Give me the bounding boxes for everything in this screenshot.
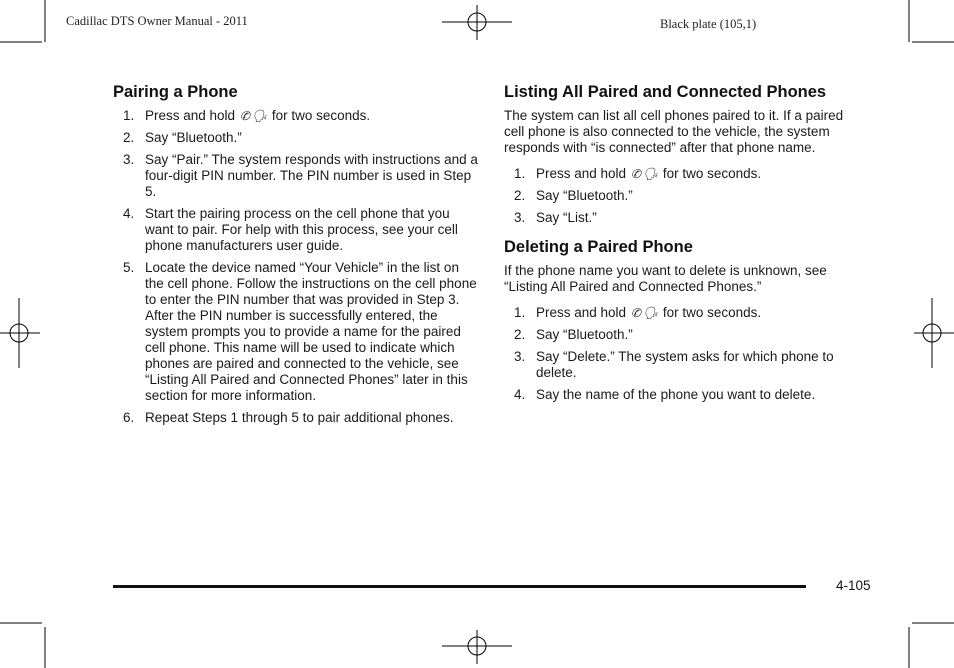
- step-number: 1.: [514, 166, 526, 181]
- list-item: [504, 210, 864, 226]
- deleting-section: [504, 238, 864, 403]
- list-item: [113, 130, 481, 146]
- listing-steps: [504, 166, 864, 226]
- step-text: for two seconds.: [271, 108, 371, 123]
- list-item: [504, 166, 864, 182]
- step-text: Press and hold: [536, 305, 627, 320]
- left-column: [113, 83, 481, 432]
- footer-rule: [113, 585, 806, 588]
- step-number: 3.: [514, 210, 526, 225]
- step-number: 3.: [123, 152, 135, 167]
- phone-icon: ✆: [630, 167, 641, 181]
- section-title-deleting: Deleting a Paired Phone: [504, 238, 693, 256]
- step-text: Say “Delete.” The system asks for which phone to delete.: [536, 349, 834, 380]
- page-number: 4-105: [836, 578, 871, 593]
- step-text: Say the name of the phone you want to delete.: [536, 387, 816, 402]
- step-text: Say “Pair.” The system responds with instructions and a four-digit PIN number. The PIN number is used in Step 5.: [145, 152, 478, 199]
- step-number: 4.: [123, 206, 135, 221]
- step-number: 1.: [123, 108, 135, 123]
- phone-icon: ✆: [239, 109, 250, 123]
- step-number: 2.: [514, 327, 526, 342]
- phone-icon: ✆: [630, 306, 641, 320]
- list-item: [504, 349, 864, 381]
- list-item: [504, 387, 864, 403]
- voice-icon: 🗣︎: [642, 306, 659, 320]
- step-number: 3.: [514, 349, 526, 364]
- voice-icon: 🗣︎: [642, 167, 659, 181]
- list-item: [113, 152, 481, 200]
- step-text: for two seconds.: [662, 166, 762, 181]
- list-item: [504, 327, 864, 343]
- right-column: [504, 83, 864, 415]
- step-text: Press and hold: [145, 108, 236, 123]
- list-item: [113, 108, 481, 124]
- step-text: Repeat Steps 1 through 5 to pair additional phones.: [145, 410, 454, 425]
- step-text: Press and hold: [536, 166, 627, 181]
- step-number: 2.: [514, 188, 526, 203]
- pairing-steps: [113, 108, 481, 426]
- listing-section: [504, 83, 864, 226]
- step-number: 6.: [123, 410, 135, 425]
- step-text: Say “List.”: [536, 210, 597, 225]
- step-text: Start the pairing process on the cell phone that you want to pair. For help with this process, see your cell phone manufacturers user guide.: [145, 206, 458, 253]
- step-text: for two seconds.: [662, 305, 762, 320]
- step-text: Say “Bluetooth.”: [536, 327, 633, 342]
- list-item: [504, 305, 864, 321]
- voice-icon: 🗣︎: [251, 109, 268, 123]
- step-number: 2.: [123, 130, 135, 145]
- step-text: Say “Bluetooth.”: [536, 188, 633, 203]
- list-item: [504, 188, 864, 204]
- deleting-intro: If the phone name you want to delete is unknown, see “Listing All Paired and Connected Phones.”: [504, 263, 827, 294]
- step-text: Say “Bluetooth.”: [145, 130, 242, 145]
- section-title-pairing: Pairing a Phone: [113, 83, 238, 101]
- section-title-listing: Listing All Paired and Connected Phones: [504, 83, 827, 101]
- list-item: [113, 206, 481, 254]
- step-number: 1.: [514, 305, 526, 320]
- step-number: 5.: [123, 260, 135, 275]
- header-plate-label: Black plate (105,1): [660, 17, 757, 31]
- step-text: Locate the device named “Your Vehicle” in the list on the cell phone. Follow the instructions on the cell phone to enter the PIN number that was provided in Step 3. After the PIN number is successfully entered, the system prompts you to provide a name for the paired cell phone. This name will be used to indicate which phones are paired and connected to the vehicle, see “Listing All Paired and Connected Phones” later in this section for more information.: [145, 260, 477, 403]
- step-number: 4.: [514, 387, 526, 402]
- list-item: [113, 410, 481, 426]
- listing-intro: The system can list all cell phones paired to it. If a paired cell phone is also connected to the vehicle, the system responds with “is connected” after that phone name.: [504, 108, 844, 155]
- header-manual-title: Cadillac DTS Owner Manual - 2011: [66, 14, 248, 28]
- list-item: [113, 260, 481, 404]
- deleting-steps: [504, 305, 864, 403]
